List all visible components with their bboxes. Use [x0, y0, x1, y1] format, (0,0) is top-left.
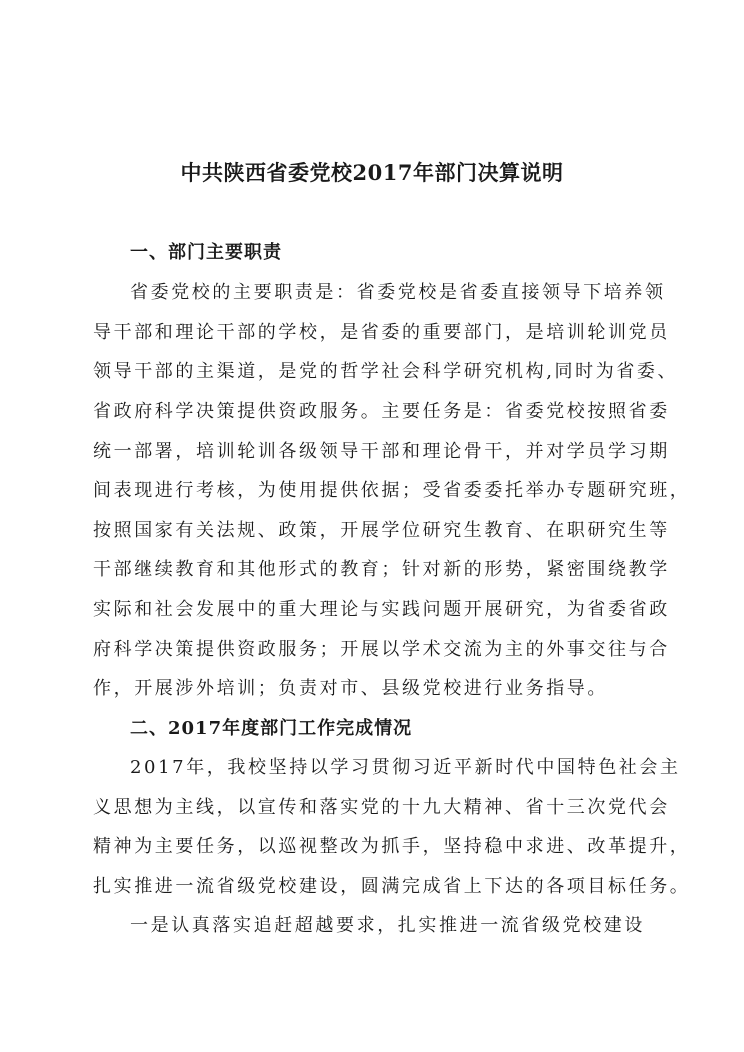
paragraph-line: 导干部和理论干部的学校，是省委的重要部门，是培训轮训党员	[93, 322, 670, 343]
paragraph-line: 间表现进行考核，为使用提供依据；受省委委托举办专题研究班，	[93, 480, 691, 501]
paragraph-line: 府科学决策提供资政服务；开展以学术交流为主的外事交往与合	[93, 639, 670, 660]
paragraph-line: 领导干部的主渠道，是党的哲学社会科学研究机构,同时为省委、	[93, 361, 679, 382]
section-heading-2: 二、2017年度部门工作完成情况	[130, 718, 413, 739]
paragraph-line: 精神为主要任务，以巡视整改为抓手，坚持稳中求进、改革提升，	[93, 836, 691, 857]
paragraph-line: 省政府科学决策提供资政服务。主要任务是：省委党校按照省委	[93, 401, 670, 422]
paragraph-line: 义思想为主线，以宣传和落实党的十九大精神、省十三次党代会	[93, 797, 670, 818]
paragraph-line: 按照国家有关法规、政策，开展学位研究生教育、在职研究生等	[93, 520, 670, 541]
paragraph-line: 扎实推进一流省级党校建设，圆满完成省上下达的各项目标任务。	[93, 876, 691, 897]
paragraph-line: 干部继续教育和其他形式的教育；针对新的形势，紧密围绕教学	[93, 559, 670, 580]
paragraph-line: 2017年，我校坚持以学习贯彻习近平新时代中国特色社会主	[130, 757, 681, 778]
section-heading-1: 一、部门主要职责	[130, 242, 282, 263]
paragraph-line: 作，开展涉外培训；负责对市、县级党校进行业务指导。	[93, 678, 608, 699]
paragraph-line: 省委党校的主要职责是：省委党校是省委直接领导下培养领	[130, 282, 666, 303]
document-title: 中共陕西省委党校2017年部门决算说明	[180, 160, 564, 185]
paragraph-line: 统一部署，培训轮训各级领导干部和理论骨干，并对学员学习期	[93, 441, 670, 462]
paragraph-line: 一是认真落实追赶超越要求，扎实推进一流省级党校建设	[130, 915, 645, 936]
paragraph-line: 实际和社会发展中的重大理论与实践问题开展研究，为省委省政	[93, 599, 670, 620]
